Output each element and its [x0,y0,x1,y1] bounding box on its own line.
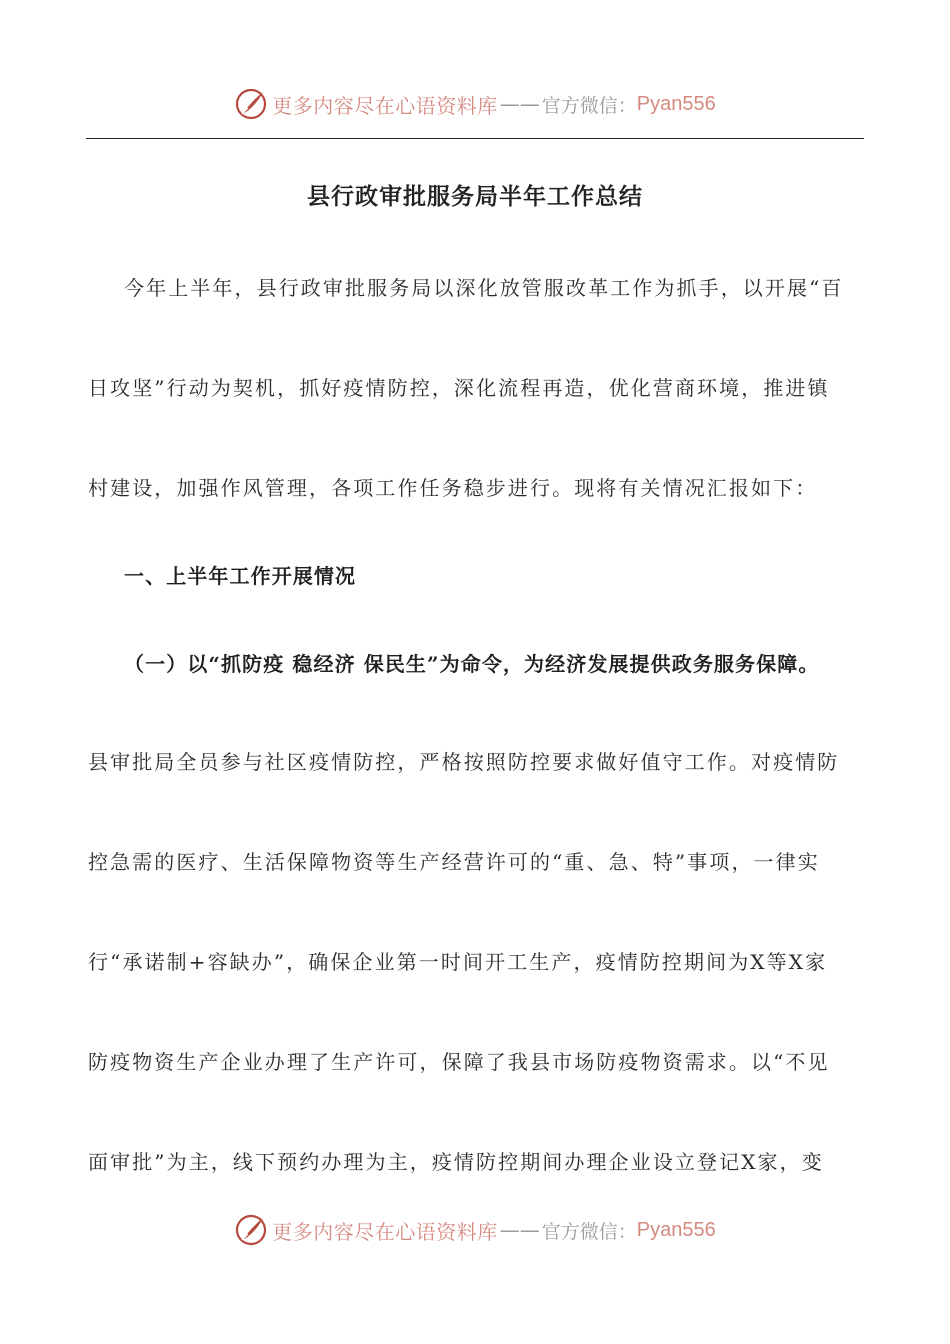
watermark-header [0,84,950,124]
watermark-wechat-id: Pyan556 [636,92,716,115]
header-rule [86,138,864,139]
watermark-separator: —— [499,1218,540,1242]
watermark-footer [0,1210,950,1250]
watermark-wechat-id: Pyan556 [636,1218,716,1241]
subsection-heading: （一）以“抓防疫 稳经济 保民生”为命令，为经济发展提供政务服务保障。 [124,652,820,676]
paragraph-line: 今年上半年，县行政审批服务局以深化放管服改革工作为抓手，以开展“百 [124,276,844,300]
paragraph-line: 日攻坚”行动为契机，抓好疫情防控，深化流程再造，优化营商环境，推进镇 [88,376,830,400]
paragraph-line: 控急需的医疗、生活保障物资等生产经营许可的“重、急、特”事项，一律实 [88,850,820,874]
quill-logo-icon [234,87,268,121]
section-heading: 一、上半年工作开展情况 [124,564,357,588]
paragraph-line: 行“承诺制+容缺办”，确保企业第一时间开工生产，疫情防控期间为X等X家 [88,950,828,974]
watermark-brand: 更多内容尽在心语资料库 [272,1219,498,1244]
paragraph-line: 防疫物资生产企业办理了生产许可，保障了我县市场防疫物资需求。以“不见 [88,1050,830,1074]
paragraph-line: 县审批局全员参与社区疫情防控，严格按照防控要求做好值守工作。对疫情防 [88,750,840,774]
watermark-label: 官方微信： [541,1220,637,1243]
quill-logo-icon [234,1213,268,1247]
paragraph-line: 面审批”为主，线下预约办理为主，疫情防控期间办理企业设立登记X家，变 [88,1150,824,1174]
watermark-separator: —— [499,92,540,116]
watermark-label: 官方微信： [541,94,637,117]
paragraph-line: 村建设，加强作风管理，各项工作任务稳步进行。现将有关情况汇报如下： [88,476,818,500]
watermark-brand: 更多内容尽在心语资料库 [272,93,498,118]
document-title: 县行政审批服务局半年工作总结 [307,183,643,210]
